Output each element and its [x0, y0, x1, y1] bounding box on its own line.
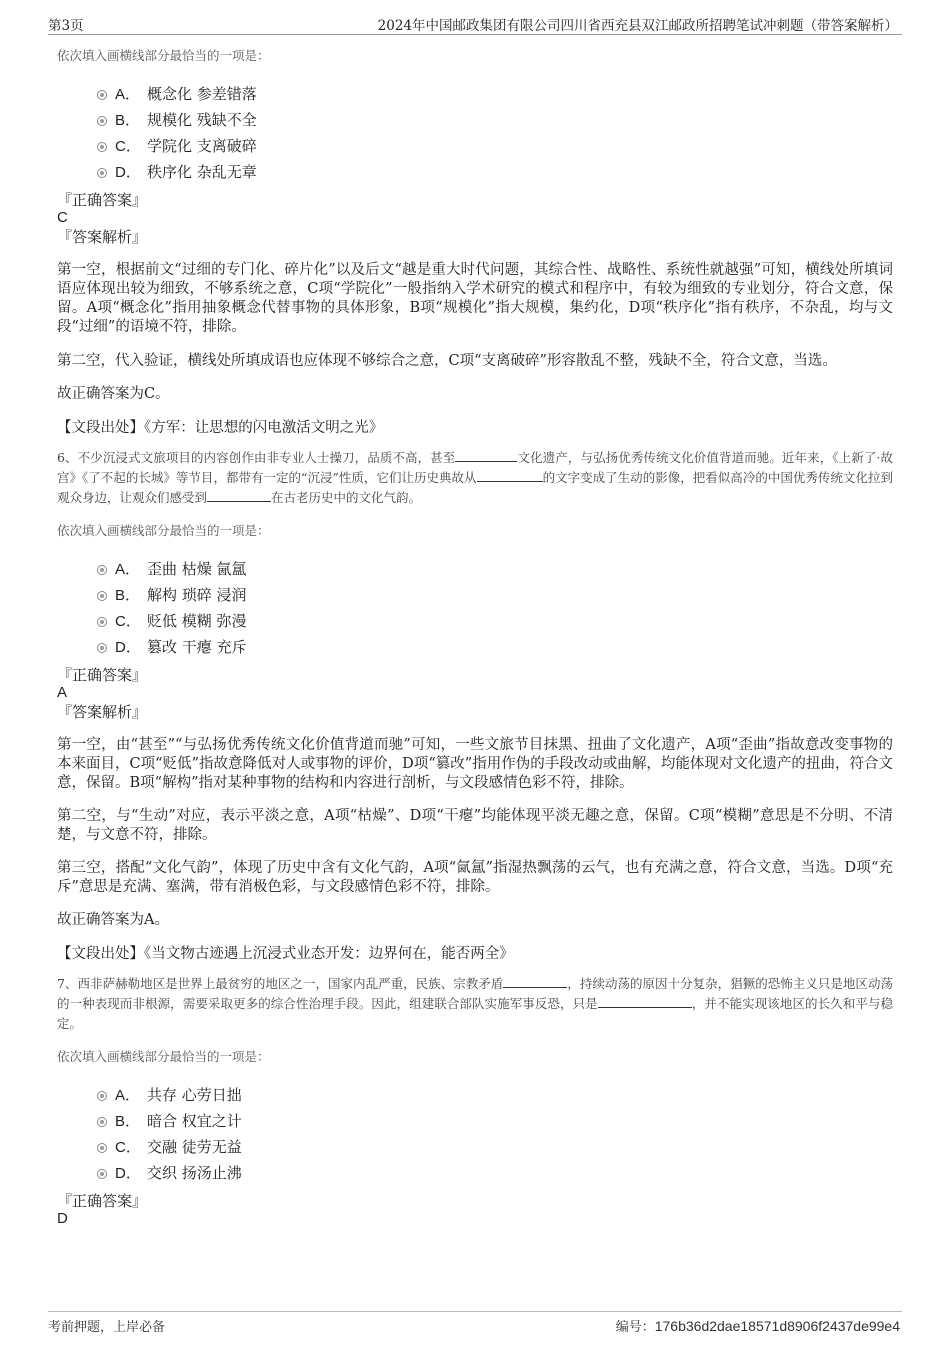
- answer-heading: 『正确答案』: [57, 666, 148, 684]
- q6-option-d[interactable]: D． 篡改 干瘪 充斥: [97, 636, 893, 662]
- radio-icon[interactable]: [97, 1091, 107, 1101]
- analysis-heading: 『答案解析』: [57, 703, 148, 721]
- blank-line: [207, 489, 271, 502]
- q7-option-c[interactable]: C． 交融 徒劳无益: [97, 1136, 893, 1162]
- q5-analysis-2: 第二空，代入验证，横线处所填成语也应体现不够综合之意，C项“支离破碎”形容散乱不整，残缺不全，符合文意，当选。: [57, 353, 837, 369]
- radio-icon[interactable]: [97, 591, 107, 601]
- q5-option-b[interactable]: B． 规模化 残缺不全: [97, 109, 893, 135]
- footer-slogan: 考前押题，上岸必备: [48, 1320, 166, 1335]
- radio-icon[interactable]: [97, 617, 107, 627]
- page-footer: [48, 1311, 902, 1336]
- q7-option-b[interactable]: B． 暗合 权宜之计: [97, 1110, 893, 1136]
- q6-stem: 6、不少沉浸式文旅项目的内容创作由非专业人士操刀，品质不高，甚至 文化遗产，与弘扬优秀传统文化价值背道而驰。近年来，《上新了·故宫》《了不起的长城》等节目，都带有一定的“沉浸”性质，它们让历史典故从 的文字变成了生动的影像，把看似高冷的中国优秀传统文化拉到观众身边，让观众们感受到 在古老历史中的文化气韵。: [57, 450, 893, 505]
- q6-option-b[interactable]: B． 解构 琐碎 浸润: [97, 584, 893, 610]
- document-title: 2024年中国邮政集团有限公司四川省西充县双江邮政所招聘笔试冲刺题（带答案解析）: [377, 18, 898, 34]
- document-body: [57, 47, 893, 1229]
- q6-analysis-4: 故正确答案为A。: [57, 912, 169, 928]
- q6-option-c[interactable]: C． 贬低 模糊 弥漫: [97, 610, 893, 636]
- q6-answer: A: [57, 684, 68, 701]
- radio-icon[interactable]: [97, 1117, 107, 1127]
- document-id: 编号：176b36d2dae18571d8906f2437de99e4: [615, 1318, 900, 1335]
- q5-analysis-1: 第一空，根据前文“过细的专门化、碎片化”以及后文“越是重大时代问题，其综合性、战略性、系统性就越强”可知，横线处所填词语应体现出较为细致，不够系统之意，C项“学院化”一般指纳入学术研究的模式和程序中，有较为细致的专业划分，符合文意，保留。A项“概念化”指用抽象概念代替事物的具体形象，B项“规模化”指大规模，集约化，D项“秩序化”指有秩序，不杂乱，均与文段“过细”的语境不符，排除。: [57, 262, 893, 335]
- q5-source: 【文段出处】《方军：让思想的闪电激活文明之光》: [57, 420, 384, 436]
- q5-options: [97, 83, 893, 187]
- q5-option-a[interactable]: A． 概念化 参差错落: [97, 83, 893, 109]
- q7-options: [97, 1084, 893, 1188]
- q7-option-d[interactable]: D． 交织 扬汤止沸: [97, 1162, 893, 1188]
- q6-source: 【文段出处】《当文物古迹遇上沉浸式业态开发：边界何在，能否两全》: [57, 946, 514, 962]
- question-prompt: 依次填入画横线部分最恰当的一项是：: [57, 48, 270, 63]
- answer-heading: 『正确答案』: [57, 1192, 148, 1210]
- q6-analysis-1: 第一空，由“甚至”“与弘扬优秀传统文化价值背道而驰”可知，一些文旅节目抹黑、扭曲了文化遗产，A项“歪曲”指故意改变事物的本来面目，C项“贬低”指故意降低对人或事物的评价，D项“篡改”指用作伪的手段改动或曲解，均能体现对文化遗产的扭曲，符合文意，保留。B项“解构”指对某种事物的结构和内容进行剖析，与文段感情色彩不符，排除。: [57, 737, 893, 791]
- q5-option-d[interactable]: D． 秩序化 杂乱无章: [97, 161, 893, 187]
- radio-icon[interactable]: [97, 90, 107, 100]
- radio-icon[interactable]: [97, 643, 107, 653]
- analysis-heading: 『答案解析』: [57, 228, 148, 246]
- blank-line: [598, 995, 692, 1008]
- page-header: [48, 12, 902, 35]
- q6-options: [97, 558, 893, 662]
- q6-analysis-2: 第二空，与“生动”对应，表示平淡之意，A项“枯燥”、D项“干瘪”均能体现平淡无趣之意，保留。C项“模糊”意思是不分明、不清楚，与文意不符，排除。: [57, 808, 893, 843]
- question-prompt: 依次填入画横线部分最恰当的一项是：: [57, 523, 270, 538]
- q7-answer: D: [57, 1210, 68, 1227]
- blank-line: [455, 449, 517, 462]
- radio-icon[interactable]: [97, 168, 107, 178]
- blank-line: [477, 469, 543, 482]
- q7-option-a[interactable]: A． 共存 心劳日拙: [97, 1084, 893, 1110]
- radio-icon[interactable]: [97, 116, 107, 126]
- q5-option-c[interactable]: C． 学院化 支离破碎: [97, 135, 893, 161]
- radio-icon[interactable]: [97, 1169, 107, 1179]
- page-number: 第3页: [48, 18, 84, 34]
- q7-stem: 7、西非萨赫勒地区是世界上最贫穷的地区之一，国家内乱严重，民族、宗教矛盾 ，持续动荡的原因十分复杂，猖獗的恐怖主义只是地区动荡的一种表现而非根源，需要采取更多的综合性治理手段。因此，组建联合部队实施军事反恐，只是 ，并不能实现该地区的长久和平与稳定。: [57, 976, 893, 1031]
- radio-icon[interactable]: [97, 565, 107, 575]
- q5-analysis-3: 故正确答案为C。: [57, 386, 170, 402]
- q6-analysis-3: 第三空，搭配“文化气韵”，体现了历史中含有文化气韵，A项“氤氲”指湿热飘荡的云气，也有充满之意，符合文意，当选。D项“充斥”意思是充满、塞满，带有消极色彩，与文段感情色彩不符，排除。: [57, 860, 893, 895]
- question-prompt: 依次填入画横线部分最恰当的一项是：: [57, 1049, 270, 1064]
- answer-heading: 『正确答案』: [57, 191, 148, 209]
- blank-line: [503, 975, 567, 988]
- q6-option-a[interactable]: A． 歪曲 枯燥 氤氲: [97, 558, 893, 584]
- radio-icon[interactable]: [97, 142, 107, 152]
- radio-icon[interactable]: [97, 1143, 107, 1153]
- q5-answer: C: [57, 209, 68, 226]
